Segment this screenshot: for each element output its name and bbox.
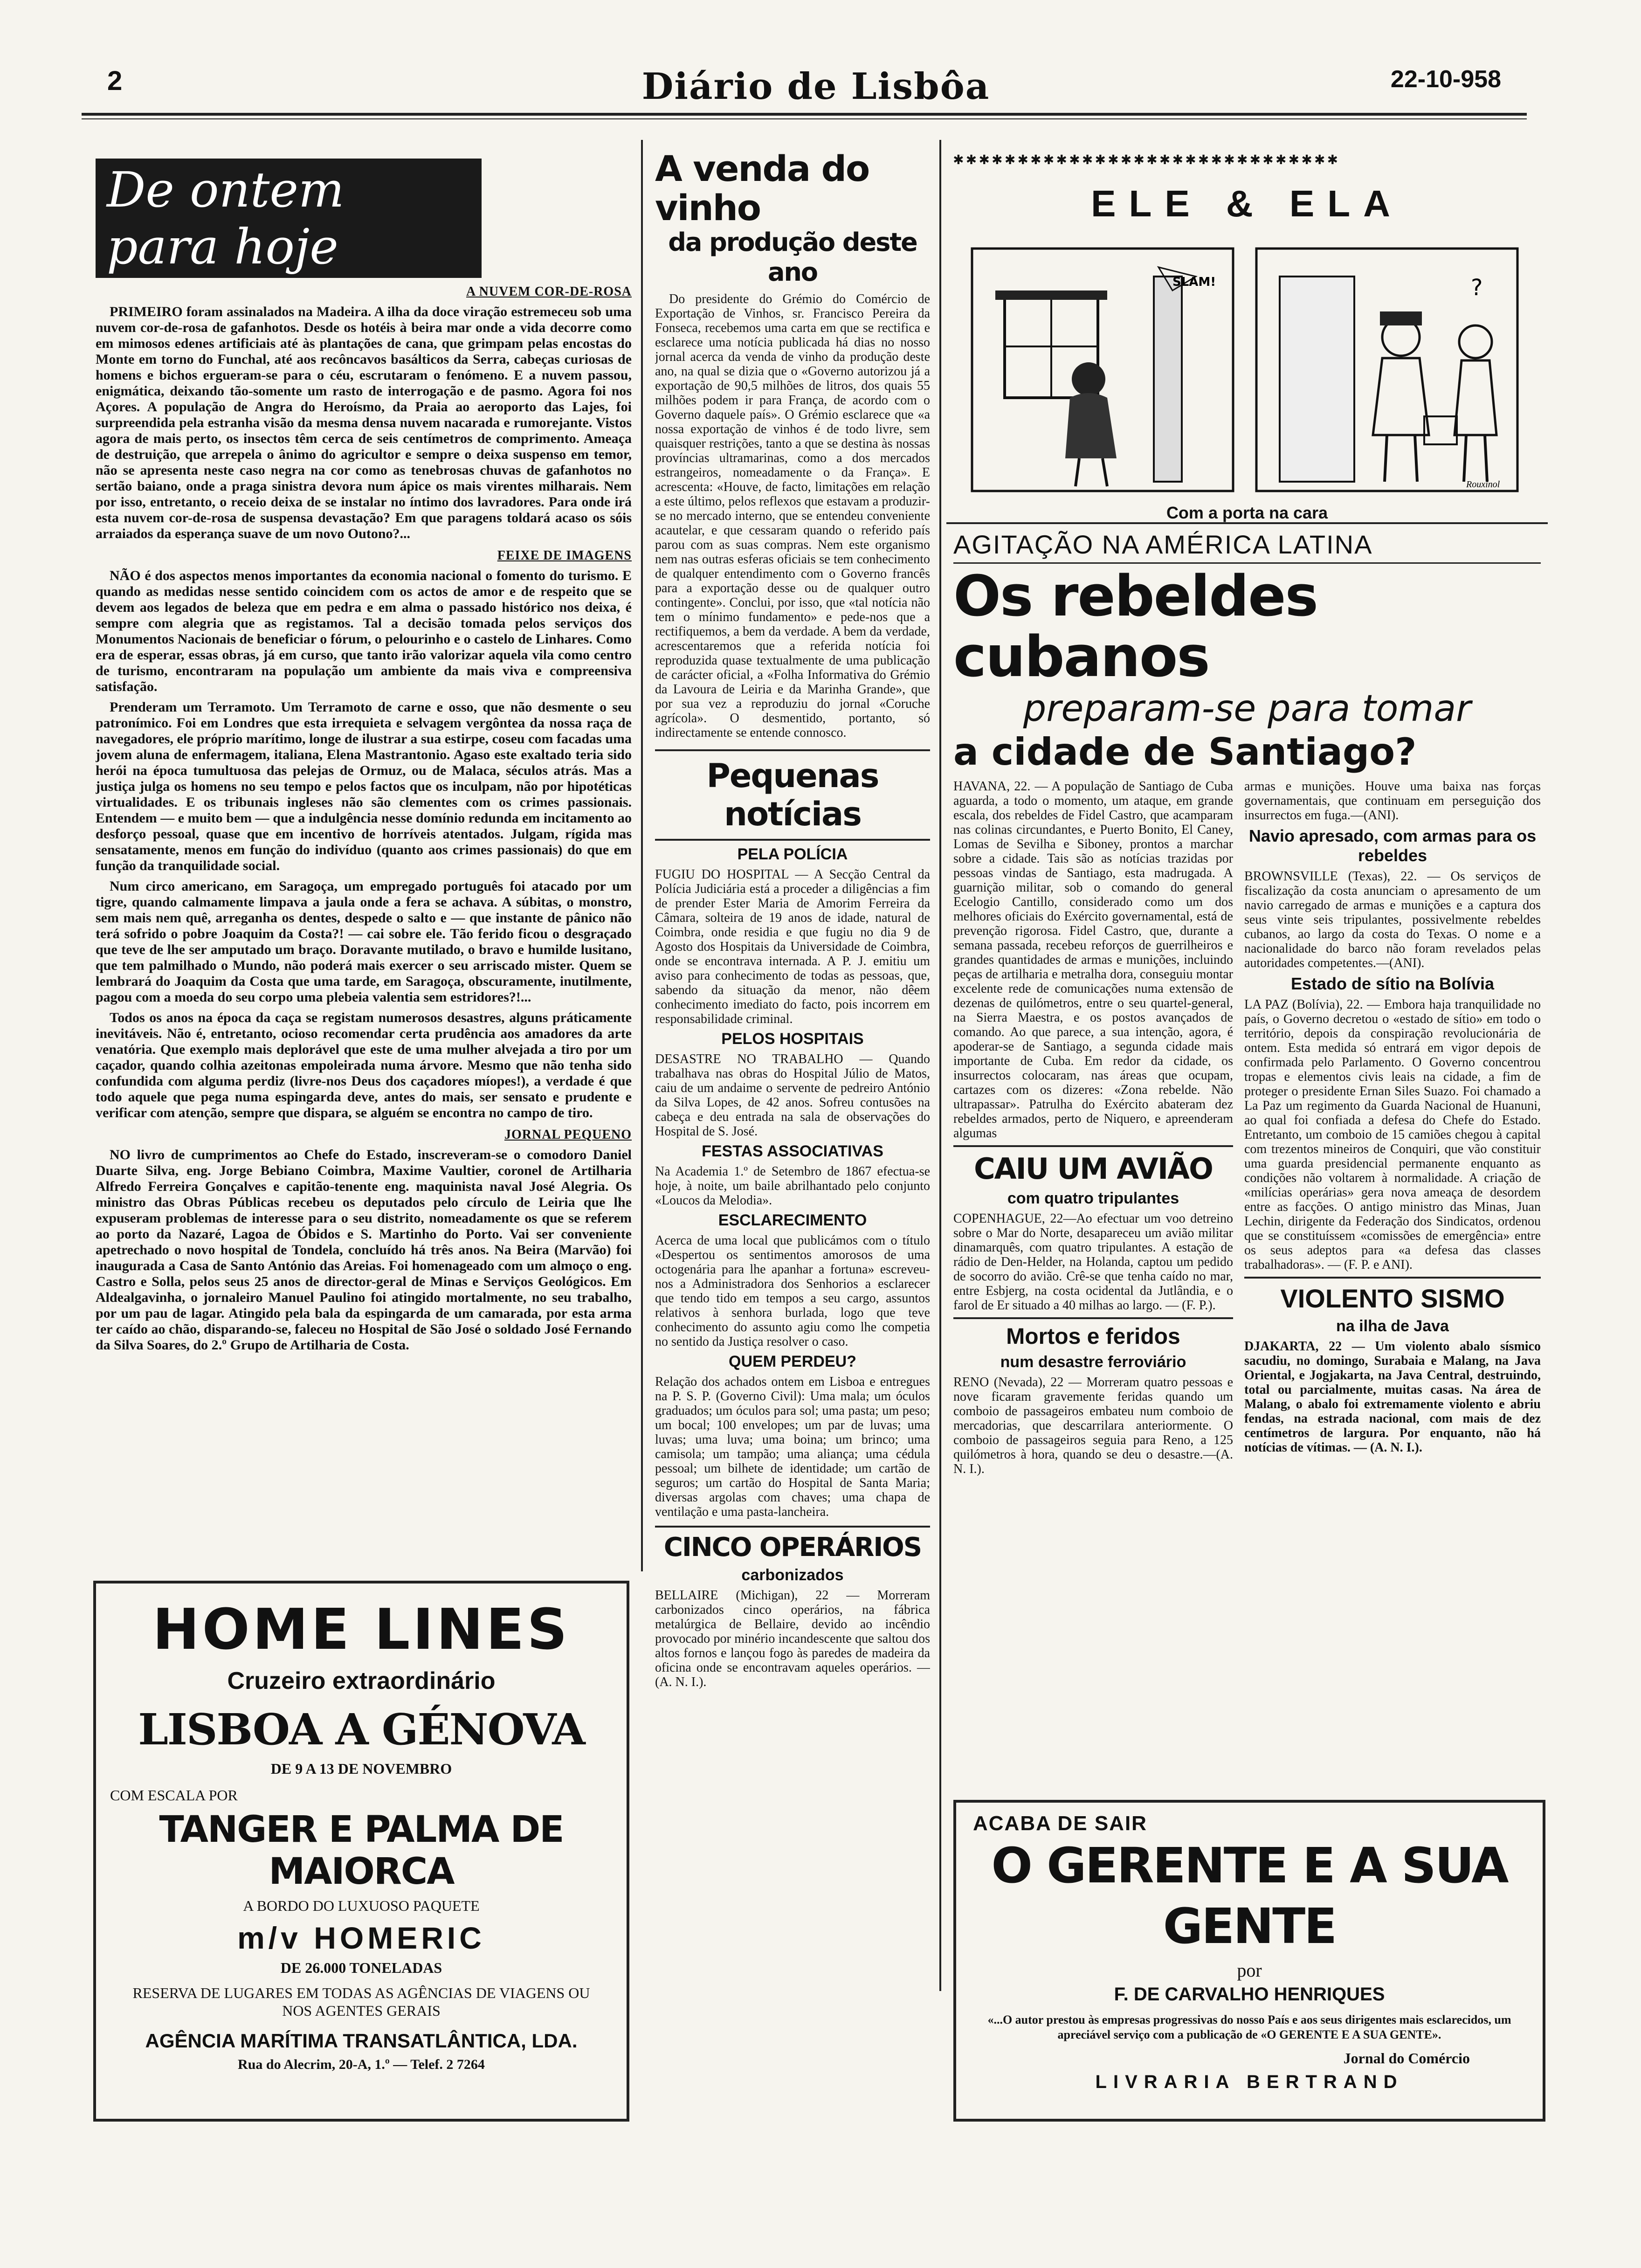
navio-title: Navio apresado, com armas para os rebeldes: [1248, 826, 1537, 865]
cartoon-sound: SLAM!: [1172, 275, 1216, 289]
home-lines-ad: [93, 1581, 629, 2122]
article-feixe: [96, 568, 632, 1121]
masthead: Diário de Lisbôa: [641, 65, 990, 108]
cinco-operarios-text: BELLAIRE (Michigan), 22 — Morreram carbonizados cinco operários, na fábrica metalúrgica de Bellaire, devido ao incêndio provocado por minério incandescente que saltou dos altos fornos e lançou fogo às paredes de madeira da oficina onde se encontravam aqueles operários. — (A. N. I.).: [655, 1588, 930, 1689]
cuba-article-cont: armas e munições. Houve uma baixa nas forças governamentais, que continuam em perseguição dos insurrectos em fuga.—(ANI).: [1244, 779, 1541, 823]
cinco-operarios-title: CINCO OPERÁRIOS: [663, 1532, 922, 1563]
ad-dates: DE 9 A 13 DE NOVEMBRO: [270, 1760, 452, 1777]
festas-title: FESTAS ASSOCIATIVAS: [702, 1142, 883, 1160]
cuba-right-subcolumn: [1244, 779, 1541, 1476]
paragraph: NÃO é dos aspectos menos importantes da economia nacional o fomento do turismo. E quando as medidas nesse sentido coincidem com os actos de amor e de respeito que se devem aos legados de beleza que em pedra e em alma o passado histórico nos deixa, é sempre com alegria que as registamos. Tal a decisão tomada pelos serviços dos Monumentos Nacionais de beneficiar o fórum, o pelourinho e o castelo de Linhares. Como era de esperar, essas obras, já em curso, que tanto irão valorizar aquela vila como centro de turismo, encontraram na população um ambiente da mais viva e compreensiva satisfação.: [96, 568, 632, 694]
column-divider: [939, 140, 941, 1991]
esclarecimento-text: Acerca de uma local que publicámos com o título «Despertou os sentimentos amorosos de uma octogenária para lhe apanhar a fortuna» escreveu-nos a Administradora dos Senhorios a esclarecer que tendo tido em tempos a seu cargo, assuntos relativos à senhora burlada, logo que teve conhecimento do assunto agiu como lhe competia no sentido da Justiça resolver o caso.: [655, 1233, 930, 1349]
section-title-jornal: JORNAL PEQUENO: [504, 1127, 632, 1142]
book-ad: [953, 1800, 1545, 2122]
left-column: [96, 159, 632, 1571]
cartoon-illustration: [953, 239, 1531, 500]
article-nuvem: [96, 304, 632, 542]
section-divider: [946, 522, 1548, 524]
cuba-article: HAVANA, 22. — A população de Santiago de Cuba aguarda, a todo o momento, um ataque, em grande escala, dos rebeldes de Fidel Castro, que acamparam nas colinas circundantes, e Puerto Bonito, El Caney, Lomas de Sevilha e Siboney, prontos a marchar sobre a cidade. Tais são as notícias trazidas por pessoas vindas de Santiago, esta madrugada. A guarnição militar, sob o comando do general Ecelogio Cantillo, considerado como um dos melhores oficiais do Exército governamental, está de prevenção rigorosa. Fidel Castro, que, durante a semana passada, recebeu reforços de guerrilheiros e grandes quantidades de armas e munições, incluindo peças de artilharia e metralha dora, conseguiu montar excelente rede de comunicações numa extensão de dezenas de quilómetros, entre o seu quartel-general, na Sierra Maestra, e os postos avançados de comando. Ao que parece, a sua intenção, agora, é apoderar-se de Santiago, a segunda cidade mais importante de Cuba. Em redor da cidade, os insurrectos colocaram, nas áreas que ocupam, cartazes com os dizeres: «Zona rebelde. Não ultrapassar». Patrulha do Exército abateram dez rebeldes armados, perto de Niquero, e apreenderam algumas: [953, 779, 1233, 1141]
mortos-text: RENO (Nevada), 22 — Morreram quatro pessoas e nove ficaram gravemente feridas quando um comboio de passageiros embateu num comboio de mercadorias, que descarrilara anteriormente. O comboio de passageiros seguia para Reno, a 125 quilómetros à hora, quando se deu o desastre.—(A. N. I.).: [953, 1375, 1233, 1476]
paragraph: Todos os anos na época da caça se registam numerosos desastres, alguns práticamente inevitáveis. Não é, entretanto, ocioso recomendar certa prudência aos amadores da arte venatória. Que exemplo mais deplorável que este de uma mulher alvejada a tiro por um caçador, quando colhia azeitonas empoleirada numa árvore. Mesmo que não tenha sido confundida com alguma perdiz (livre-nos Deus dos caçadores míopes!), a verdade é que todo aquele que pega numa espingarda deve, antes do mais, ser sensato e prudente e verificar com atenção, sempre que dispara, se alguém se encontra no campo de tiro.: [96, 1010, 632, 1120]
mortos-title: Mortos e feridos: [1006, 1324, 1180, 1349]
aviao-title: CAIU UM AVIÃO: [974, 1152, 1213, 1186]
page-number: 2: [107, 66, 123, 96]
quem-perdeu-title: QUEM PERDEU?: [729, 1353, 856, 1370]
article-jornal-pequeno: [96, 1147, 632, 1353]
book-author: F. DE CARVALHO HENRIQUES: [1114, 1984, 1385, 2005]
header-rule-thin: [82, 118, 1527, 119]
sismo-sub: na ilha de Java: [1336, 1317, 1449, 1335]
book-by: por: [1237, 1960, 1262, 1981]
bolivia-text: LA PAZ (Bolívia), 22. — Embora haja tranquilidade no país, o Governo decretou o «estado de sítio» em todo o território, depois da conspiração revolucionária de ontem. Esta medida só entrará em vigor depois de confirmada pelo Parlamento. O Governo concentrou tropas e elementos civis leais na cidade, a fim de proteger o presidente Ernan Siles Suazo. Foi chamado a La Paz um regimento da Guarda Nacional de Huanuni, ao qual foi confiada a defesa do Chefe do Estado. Entretanto, um comboio de 15 camiões chegou à capital com trezentos mineiros de Conquiri, que vão constituir uma guarda presidencial permanente enquanto as condições não voltarem à normalidade. A criação de «milícias operárias» gera nova ameaça de desordem entre as facções. O antigo ministro das Minas, Juan Lechin, dirigente da Federação dos Sindicatos, ordenou que se constituíssem «comissões de emergência» entre os seus adeptos para «a defesa das classes trabalhadoras». — (F. P. e ANI).: [1244, 997, 1541, 1272]
wine-headline: A venda do vinho: [655, 149, 869, 228]
ad-reservations: RESERVA DE LUGARES EM TODAS AS AGÊNCIAS DE VIAGENS OU NOS AGENTES GERAIS: [132, 1984, 590, 2019]
cinco-operarios-sub: carbonizados: [741, 1566, 844, 1584]
mortos-sub: num desastre ferroviário: [1000, 1353, 1186, 1371]
book-quote: «...O autor prestou às empresas progressivas do nosso País e aos seus dirigentes mais esclarecidos, um apreciável serviço com a publicação de «O GERENTE E A SUA GENTE».: [987, 2013, 1511, 2041]
cartoon-title: ELE & ELA: [1091, 183, 1403, 224]
section-banner: De ontem para hoje: [96, 159, 482, 278]
ad-tonnage: DE 26.000 TONELADAS: [280, 1959, 442, 1976]
wine-article: [655, 292, 930, 740]
middle-column: [655, 149, 930, 2122]
cartoon-block: [953, 149, 1541, 522]
issue-date: 22-10-958: [1390, 66, 1501, 93]
sismo-title: VIOLENTO SISMO: [1280, 1284, 1505, 1313]
pequenas-noticias-title: Pequenas notícias: [706, 757, 879, 833]
star-border-top: ✱✱✱✱✱✱✱✱✱✱✱✱✱✱✱✱✱✱✱✱✱✱✱✱✱✱✱✱✱✱: [953, 149, 1341, 168]
hospitais-text: DESASTRE NO TRABALHO — Quando trabalhava nas obras do Hospital Júlio de Matos, caiu de um andaime o servente de pedreiro António da Silva Lopes, de 42 anos. Sofreu contusões na cabeça e deu entrada na sala de observações do Hospital de S. José.: [655, 1052, 930, 1139]
hospitais-title: PELOS HOSPITAIS: [721, 1030, 864, 1048]
policia-title: PELA POLÍCIA: [737, 845, 848, 863]
paragraph: Num circo americano, em Saragoça, um empregado português foi atacado por um tigre, quando calmamente limpava a jaula onde a fera se achava. A súbitas, o monstro, sem mais nem quê, arreganha os dentes, despede o salto e — que instante de pânico não terá sofrido o pobre Joaquim da Costa?! — cai sobre ele. Tão ferido ficou o desgraçado que teve de lhe ser amputado um braço. Doravante mutilado, o bravo e humilde lusitano, que tem palmilhado o Mundo, não poderá mais exercer o seu arriscado mister. Quem se lembrará do Joaquim da Costa que uma tarde, em Saragoça, obscuramente, inutilmente, pagou com a moeda do seu corpo uma plebeia valentia sem estridores?!...: [96, 878, 632, 1005]
sismo-text: DJAKARTA, 22 — Um violento abalo sísmico sacudiu, no domingo, Surabaia e Malang, na Java Oriental, e Jogjakarta, na Java Central, destruindo, total ou parcialmente, muitas casas. Na área de Malang, o abalo foi extremamente violento e abriu fendas, na estrada nacional, com mais de dez centímetros de largura. Por enquanto, não há notícias de vítimas. — (A. N. I.).: [1244, 1339, 1541, 1455]
ad-title: HOME LINES: [152, 1597, 570, 1662]
paragraph: PRIMEIRO foram assinalados na Madeira. A ilha da doce viração estremeceu sob uma nuvem cor-de-rosa de gafanhotos. Desde os hotéis à beira mar onde a vida decorre como em mimosos edenes artificiais até às plantações de cana, que grimpam pelas encostas do Monte em torno do Funchal, até aos recôncavos basálticos da Serra, cabeças curiosas de homens e bichos ergueram-se para o céu, escrutaram o fenómeno. E a nuvem passou, enigmática, deixando tão-somente um rasto de interrogação e de pasmo. Agora foi nos Açores. A população de Angra do Heroísmo, da Praia ao aeroporto das Lajes, foi surpreendida pela estranha visão da mesma densa nuvem nacarada e rumorejante. Vistos agora de mais perto, os insectos têm cerca de seis centímetros de comprimento. Ameaça de destruição, que arrepela o ânimo do agricultor e sempre o deixa suspenso em temor, não se apresenta neste caso negra na cor como as tenebrosas chuvas de gafanhotos no sertão baiano, onde a praga sinistra devora num ápice os mais virentes milharais. Nem por isso, entretanto, o receio deixa de se instalar no íntimo dos lavradores. Para onde irá esta nuvem cor-de-rosa de suspensa devastação? Em que paragens toldará acaso os sóis arraiados da esperança suave de um novo Outono?...: [96, 304, 632, 541]
ad-subtitle: Cruzeiro extraordinário: [227, 1667, 496, 1694]
header-rule: [82, 113, 1527, 116]
cartoon-signature: Rouxinol: [1466, 479, 1500, 490]
policia-text: FUGIU DO HOSPITAL — A Secção Central da Polícia Judiciária está a proceder a diligências a fim de prender Ester Maria de Amorim Ferreira da Câmara, solteira de 19 anos de idade, natural de Coimbra, onde residia e que fugiu no dia 9 de Agosto dos Hospitais da Universidade de Coimbra, onde se encontrava internada. A P. J. emitiu um aviso para conhecimento de todas as pessoas, que, sabendo da situação da menor, não dêem conhecimento imediato do facto, pois incorrem em responsabilidade criminal.: [655, 867, 930, 1026]
column-divider: [641, 140, 643, 1571]
paragraph: Do presidente do Grémio do Comércio de Exportação de Vinhos, sr. Francisco Pereira da Fonseca, recebemos uma carta em que se rectifica e esclarece uma notícia publicada há dias no nosso jornal acerca da venda de vinho da produção deste ano, na qual se dizia que o «Governo autorizou já a exportação de 90,5 milhões de litros, dos quais 55 milhões podem ir para França, de acordo com o Governo daquele país». O Grémio esclarece que «a nossa exportação de vinhos é de todo livre, sem quaisquer restrições, tanto a que se destina às nossas províncias ultramarinas, como a dos mercados estrangeiros, nomeadamente o da França». E acrescenta: «Houve, de facto, limitações em relação a este último, pelos reflexos que estavam a produzir-se no mercado interno, que se entendeu conveniente acautelar, e que cessaram quando o referido país parou com as suas compras. Nem este organismo nem nas outras esferas oficiais se tem conhecimento de qualquer entendimento com o Governo francês para a exportação desse ou de qualquer outro contingente». Conclui, por isso, que «tal notícia não tem o mínimo fundamento» e pede-nos que a rectifiquemos, a bem da verdade. A bem da verdade, acrescentaremos que a referida notícia foi reproduzida quase textualmente de uma publicação de carácter oficial, a «Folha Informativa do Grémio da Lavoura de Leiria e da Marinha Grande», que por sua vez a reproduziu do jornal «Coruche agrícola». O desmentido, portanto, só indirectamente se entende connosco.: [655, 292, 930, 740]
quem-perdeu-text: Relação dos achados ontem em Lisboa e entregues na P. S. P. (Governo Civil): Uma mala; um óculos graduados; um óculos para sol; uma pasta; um peso; um bocal; 100 envelopes; um par de luvas; uma luvas; uma luva; uma boina; um brinco; uma camisola; um tampão; uma aliança; uma cédula pessoal; um bilhete de identidade; um cartão de seguros; um cartão do Hospital de Santa Maria; diversas argolas com chaves; uma chapa de ventilação e uma pasta-lancheira.: [655, 1375, 930, 1519]
ad-aboard: A BORDO DO LUXUOSO PAQUETE: [243, 1897, 480, 1914]
section-title: AGITAÇÃO NA AMÉRICA LATINA: [953, 530, 1373, 559]
wine-subheadline: da produção deste ano: [668, 228, 917, 287]
navio-text: BROWNSVILLE (Texas), 22. — Os serviços de fiscalização da costa anunciam o apresamento de um navio carregado de armas e munições e a captura dos seus vinte seis tripulantes, possivelmente rebeldes cubanos, ao largo da costa do Texas. O nome e a nacionalidade do barco não foram revelados pelas autoridades competentes.—(ANI).: [1244, 869, 1541, 970]
festas-text: Na Academia 1.º de Setembro de 1867 efectua-se hoje, à noite, um baile abrilhantado pelo conjunto «Loucos da Melodia».: [655, 1164, 930, 1208]
ad-via: TANGER E PALMA DE MAIORCA: [159, 1809, 564, 1893]
cartoon-caption: Com a porta na cara: [1166, 503, 1328, 522]
ad-address: Rua do Alecrim, 20-A, 1.º — Telef. 2 7264: [238, 2057, 485, 2072]
ad-route: LISBOA A GÉNOVA: [138, 1704, 585, 1755]
paragraph: Prenderam um Terramoto. Um Terramoto de carne e osso, que não desmente o seu patronímico. Foi em Londres que esta irrequieta e selvagem vergôntea da nossa raça de navegadores, ele próprio marítimo, longe de ilustrar a sua estirpe, coseu com facadas uma jovem aluna de enfermagem, italiana, Elena Mastrantonio. Agaso este exaltado teria sido herói na época tumultuosa das pelejas de Ormuz, ou de Malaca, séculos atrás. Mas a justiça julga os homens no seu tempo e pelos factos que os inculpam, não por hipotéticas virtualidades. E os tribunais ingleses não são clementes com os crimes passionais. Entendem — e muito bem — que a indulgência nesse domínio redunda em incitamento ao desforço pessoal, quase que em incentivo de horríveis atentados. Julgam, rígida mas sensatamente, menos em função do indivíduo (quanto aos crimes passionais) do que em função da tranquilidade social.: [96, 699, 632, 873]
right-column: [953, 529, 1541, 1993]
cuba-subheadline: preparam-se para tomar: [1023, 688, 1471, 730]
ad-agency: AGÊNCIA MARÍTIMA TRANSATLÂNTICA, LDA.: [145, 2030, 578, 2052]
esclarecimento-title: ESCLARECIMENTO: [718, 1211, 867, 1229]
aviao-sub: com quatro tripulantes: [1007, 1189, 1179, 1207]
section-title-feixe: FEIXE DE IMAGENS: [497, 548, 632, 563]
ad-ship: m/v HOMERIC: [237, 1921, 485, 1955]
book-kicker: ACABA DE SAIR: [973, 1812, 1147, 1835]
cartoon-question: ?: [1471, 275, 1483, 301]
book-quote-source: Jornal do Comércio: [1343, 2050, 1470, 2067]
cuba-headline: Os rebeldes cubanos: [953, 564, 1317, 690]
aviao-text: COPENHAGUE, 22—Ao efectuar um voo detreino sobre o Mar do Norte, desapareceu um avião militar dinamarquês, com quatro tripulantes. A estação de rádio de Den-Helder, na Holanda, captou um pedido de socorro do avião. Crê-se que tenha caído no mar, entre Esbjerg, na costa ocidental da Jutlândia, e o farol de Er situado a 40 milhas ao largo. — (F. P.).: [953, 1211, 1233, 1313]
paragraph: NO livro de cumprimentos ao Chefe do Estado, inscreveram-se o comodoro Daniel Duarte Silva, eng. Jorge Bebiano Coimbra, Maxime Vaultier, coronel de Artilharia Alfredo Ferreira Gonçalves e capitão-tenente eng. maquinista naval José Alegria. Os ministro das Obras Públicas recebeu os deputados pelo círculo de Leiria que lhe expuseram problemas de interesse para o seu distrito, nomeadamente os que se referem ao porto da Nazaré, Lagoa de Óbidos e S. Martinho do Porto. Vai ser conveniente apetrechado o novo hospital de Tondela, concluído há três anos. Na Beira (Marvão) foi inaugurada a Casa de Santo António das Areias. Foi homenageado com um almoço o eng. Castro e Solla, pelos seus 25 anos de director-geral de Minas e Serviços Geológicos. Em Aldealgavinha, o jornaleiro Manuel Paulino foi atingido mortalmente, no seu trabalho, por um pau de lagar. Atingido pela bala da espingarda de um camarada, por esta arma ter caído ao chão, disparando-se, faleceu no Hospital de São José o soldado José Fernando da Silva Soares, do 2.º Grupo de Artilharia de Costa.: [96, 1147, 632, 1353]
book-title: O GERENTE E A SUA GENTE: [991, 1837, 1508, 1955]
cuba-subheadline-2: a cidade de Santiago?: [953, 730, 1417, 774]
cuba-left-subcolumn: [953, 779, 1233, 1476]
book-publisher: LIVRARIA BERTRAND: [1095, 2072, 1404, 2092]
section-title-nuvem: A NUVEM COR-DE-ROSA: [466, 284, 632, 299]
ad-via-label: COM ESCALA POR: [110, 1787, 238, 1804]
bolivia-title: Estado de sítio na Bolívia: [1290, 974, 1495, 993]
